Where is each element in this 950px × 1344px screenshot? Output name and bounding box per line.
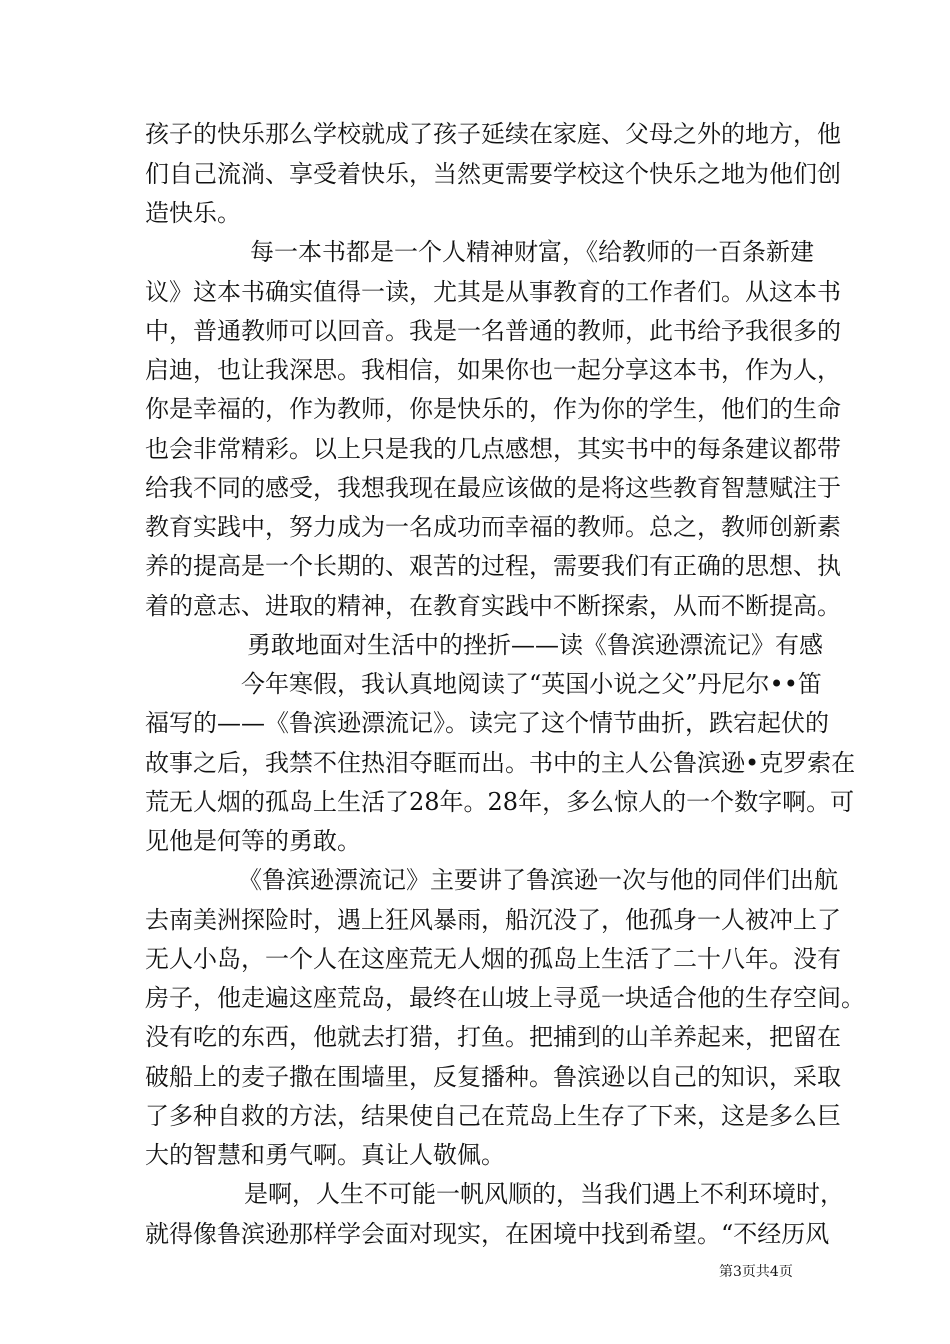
text-line: 养的提高是一个长期的、艰苦的过程，需要我们有正确的思想、执 (145, 552, 841, 580)
text-line: 议》这本书确实值得一读，尤其是从事教育的工作者们。从这本书 (145, 278, 841, 306)
text-line: 孩子的快乐那么学校就成了孩子延续在家庭、父母之外的地方，他 (145, 120, 841, 148)
text-line: 福写的——《鲁滨逊漂流记》。读完了这个情节曲折，跌宕起伏的 (145, 709, 829, 737)
text-line: 了多种自救的方法，结果使自己在荒岛上生存了下来，这是多么巨 (145, 1102, 841, 1130)
text-line: 也会非常精彩。以上只是我的几点感想，其实书中的每条建议都带 (145, 435, 841, 463)
text-line: 着的意志、进取的精神，在教育实践中不断探索，从而不断提高。 (145, 592, 841, 620)
paragraph-first-line: 是啊，人生不可能一帆风顺的，当我们遇上不利环境时， (244, 1180, 844, 1208)
text-line: 你是幸福的，作为教师，你是快乐的，作为你的学生，他们的生命 (145, 395, 841, 423)
text-line: 故事之后，我禁不住热泪夺眶而出。书中的主人公鲁滨逊•克罗索在 (145, 749, 856, 777)
text-line: 见他是何等的勇敢。 (145, 827, 361, 855)
text-line: 就得像鲁滨逊那样学会面对现实，在困境中找到希望。“不经历风 (145, 1220, 830, 1248)
text-line: 没有吃的东西，他就去打猎，打鱼。把捕到的山羊养起来，把留在 (145, 1023, 841, 1051)
paragraph-first-line: 《鲁滨逊漂流记》主要讲了鲁滨逊一次与他的同伴们出航 (238, 866, 838, 894)
text-line: 造快乐。 (145, 199, 241, 227)
text-line: 们自己流淌、享受着快乐，当然更需要学校这个快乐之地为他们创 (145, 160, 841, 188)
text-line: 去南美洲探险时，遇上狂风暴雨，船沉没了，他孤身一人被冲上了 (145, 906, 841, 934)
text-line: 破船上的麦子撒在围墙里，反复播种。鲁滨逊以自己的知识，采取 (145, 1063, 841, 1091)
paragraph-first-line: 每一本书都是一个人精神财富，《给教师的一百条新建 (250, 238, 814, 266)
text-line: 中，普通教师可以回音。我是一名普通的教师，此书给予我很多的 (145, 317, 841, 345)
text-line: 大的智慧和勇气啊。真让人敬佩。 (145, 1141, 505, 1169)
text-line: 荒无人烟的孤岛上生活了28年。28年，多么惊人的一个数字啊。可 (145, 788, 855, 816)
text-line: 启迪，也让我深思。我相信，如果你也一起分享这本书，作为人， (145, 356, 841, 384)
page-number-footer: 第3页共4页 (719, 1264, 793, 1280)
text-line: 无人小岛，一个人在这座荒无人烟的孤岛上生活了二十八年。没有 (145, 945, 841, 973)
essay-title: 勇敢地面对生活中的挫折——读《鲁滨逊漂流记》有感 (247, 631, 823, 659)
text-line: 给我不同的感受，我想我现在最应该做的是将这些教育智慧赋注于 (145, 474, 841, 502)
text-line: 教育实践中，努力成为一名成功而幸福的教师。总之，教师创新素 (145, 513, 841, 541)
text-line: 房子，他走遍这座荒岛，最终在山坡上寻觅一块适合他的生存空间。 (145, 984, 865, 1012)
paragraph-first-line: 今年寒假，我认真地阅读了“英国小说之父”丹尼尔••笛 (241, 670, 822, 698)
